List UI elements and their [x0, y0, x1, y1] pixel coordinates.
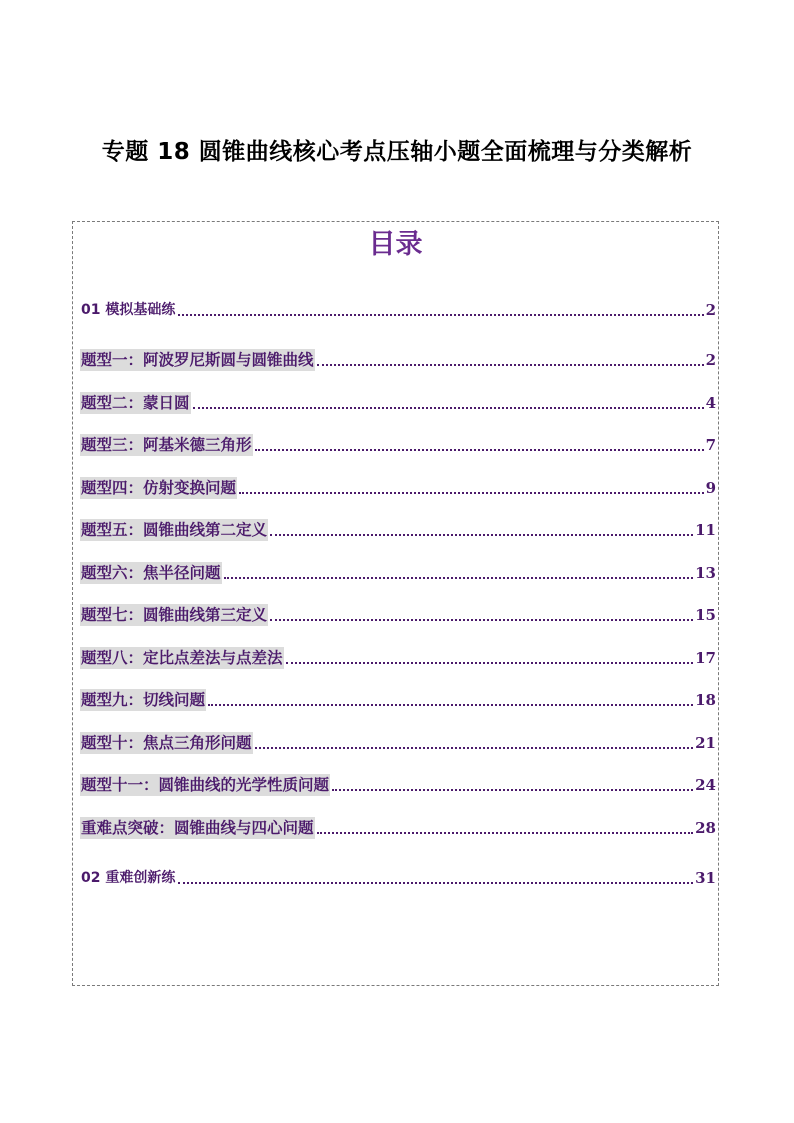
dot-leader	[208, 701, 693, 706]
toc-entry-page: 4	[705, 394, 716, 412]
toc-entry-label: 题型十一：圆锥曲线的光学性质问题	[81, 776, 330, 794]
toc-entry-type-10[interactable]	[80, 730, 716, 754]
dot-leader	[270, 616, 693, 621]
toc-entry-page: 2	[705, 351, 716, 369]
toc-entry-label: 题型十：焦点三角形问题	[81, 734, 252, 752]
toc-entry-page: 18	[695, 691, 716, 709]
dot-leader	[332, 786, 693, 791]
toc-entry-page: 2	[705, 301, 716, 319]
toc-entry-type-9[interactable]	[80, 687, 716, 711]
dot-leader	[317, 361, 704, 366]
dot-leader	[255, 744, 694, 749]
table-of-contents	[72, 221, 719, 986]
toc-entry-label: 题型七：圆锥曲线第三定义	[81, 606, 268, 624]
toc-entry-label: 重难点突破：圆锥曲线与四心问题	[81, 819, 314, 837]
toc-entry-type-5[interactable]	[80, 517, 716, 541]
toc-entry-type-6[interactable]	[80, 560, 716, 584]
toc-entry-page: 15	[695, 606, 716, 624]
toc-entry-type-7[interactable]	[80, 602, 716, 626]
toc-entry-label: 题型九：切线问题	[81, 691, 206, 709]
dot-leader	[317, 829, 694, 834]
toc-entry-label: 题型四：仿射变换问题	[81, 479, 237, 497]
dot-leader	[224, 574, 694, 579]
toc-entry-page: 31	[695, 869, 716, 887]
document-title: 专题 18 圆锥曲线核心考点压轴小题全面梳理与分类解析	[101, 139, 693, 165]
toc-entry-page: 7	[705, 436, 716, 454]
toc-entry-page: 9	[705, 479, 716, 497]
dot-leader	[178, 311, 703, 316]
toc-entry-label: 题型八：定比点差法与点差法	[81, 649, 283, 667]
toc-entry-type-1[interactable]	[80, 347, 716, 371]
dot-leader	[286, 659, 694, 664]
toc-entry-type-11[interactable]	[80, 772, 716, 796]
dot-leader	[270, 531, 693, 536]
toc-heading: 目录	[368, 229, 423, 260]
toc-entry-page: 11	[695, 521, 716, 539]
toc-entry-innovation[interactable]	[80, 865, 716, 889]
toc-entry-label: 题型五：圆锥曲线第二定义	[81, 521, 268, 539]
toc-entry-label: 题型二：蒙日圆	[81, 394, 190, 412]
dot-leader	[193, 404, 704, 409]
toc-entry-page: 24	[695, 776, 716, 794]
toc-entry-page: 13	[695, 564, 716, 582]
toc-entry-label: 题型一：阿波罗尼斯圆与圆锥曲线	[81, 351, 314, 369]
toc-entry-type-8[interactable]	[80, 645, 716, 669]
toc-entry-type-2[interactable]	[80, 390, 716, 414]
toc-entry-type-4[interactable]	[80, 475, 716, 499]
toc-entry-breakthrough[interactable]	[80, 815, 716, 839]
toc-entry-label: 题型六：焦半径问题	[81, 564, 221, 582]
toc-entry-page: 21	[695, 734, 716, 752]
toc-entry-page: 28	[695, 819, 716, 837]
dot-leader	[178, 879, 693, 884]
toc-entry-label: 题型三：阿基米德三角形	[81, 436, 252, 454]
toc-entry-page: 17	[695, 649, 716, 667]
toc-entry-simulation-basics[interactable]	[80, 297, 716, 321]
dot-leader	[239, 489, 704, 494]
toc-entry-label: 02 重难创新练	[81, 870, 176, 886]
toc-entry-type-3[interactable]	[80, 432, 716, 456]
toc-entry-label: 01 模拟基础练	[81, 302, 176, 318]
dot-leader	[255, 446, 704, 451]
